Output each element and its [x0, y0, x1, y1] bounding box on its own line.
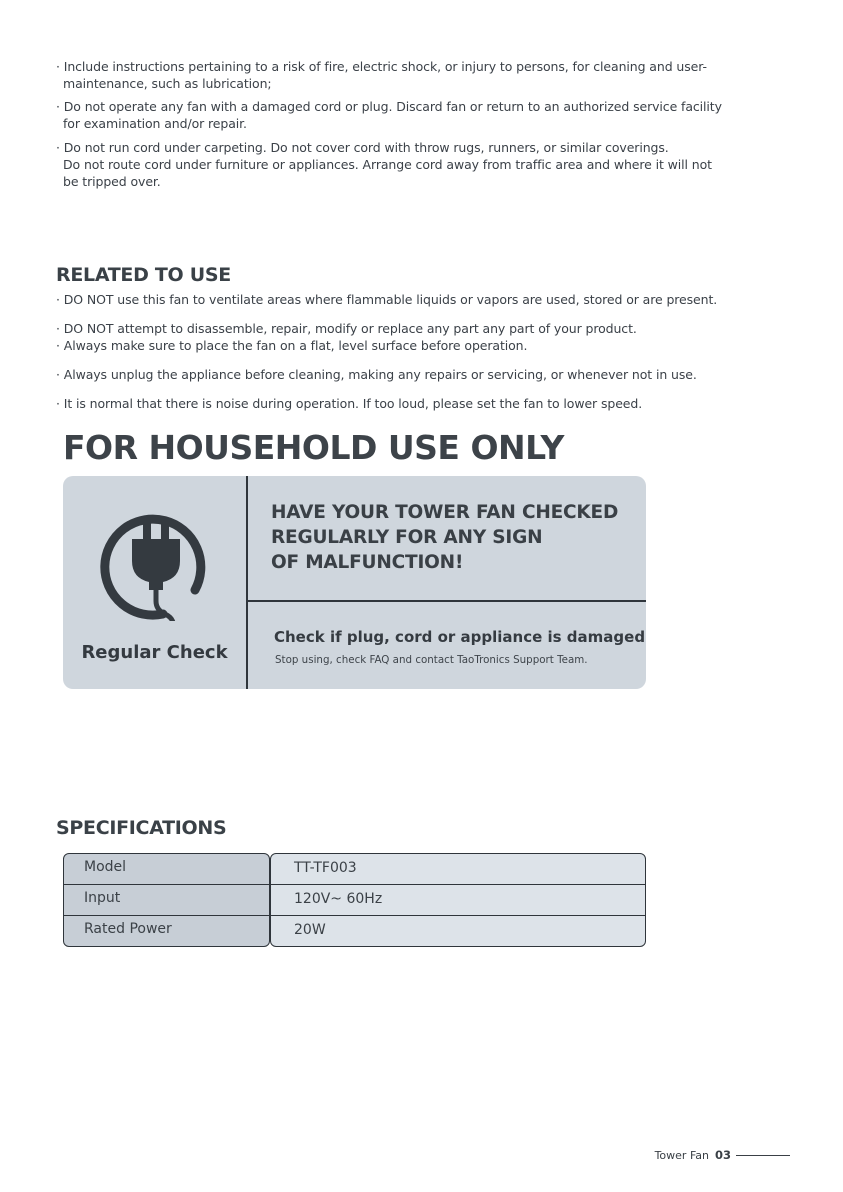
footer-rule: [736, 1155, 790, 1156]
bullet-cord-routing: [56, 139, 736, 190]
warning-line: HAVE YOUR TOWER FAN CHECKED: [271, 502, 619, 523]
bullet-line: maintenance, such as lubrication;: [63, 76, 272, 91]
table-row: [63, 853, 646, 884]
regular-check-label: Regular Check: [81, 642, 228, 663]
related-bullet: [56, 395, 736, 412]
page-number: 03: [714, 1148, 731, 1162]
spec-key: Input: [84, 890, 121, 906]
check-title: Check if plug, cord or appliance is damaged: [274, 628, 646, 646]
related-bullet: [56, 320, 736, 337]
page-footer: [655, 1148, 790, 1162]
related-bullet: [56, 337, 736, 354]
check-subtitle: Stop using, check FAQ and contact TaoTronics Support Team.: [275, 654, 588, 666]
bullet-line: be tripped over.: [63, 174, 161, 189]
spec-value: TT-TF003: [294, 860, 357, 876]
bullet-line: · Do not run cord under carpeting. Do not cover cord with throw rugs, runners, or similar coverings.: [56, 140, 669, 155]
spec-key: Rated Power: [84, 921, 172, 937]
warning-line: REGULARLY FOR ANY SIGN: [271, 527, 543, 548]
bullet-line: · Always make sure to place the fan on a flat, level surface before operation.: [56, 338, 528, 353]
bullet-line: Do not route cord under furniture or appliances. Arrange cord away from traffic area and where it will not: [63, 157, 712, 172]
footer-label: Tower Fan: [654, 1148, 709, 1162]
related-bullet: [56, 291, 736, 308]
specifications-table: [63, 853, 646, 947]
related-heading: RELATED TO USE: [56, 264, 231, 286]
bullet-line: · DO NOT use this fan to ventilate areas where flammable liquids or vapors are used, stored or are present.: [56, 292, 718, 307]
malfunction-warning: [271, 500, 618, 575]
spec-key: Model: [84, 859, 127, 875]
household-heading: FOR HOUSEHOLD USE ONLY: [63, 428, 564, 467]
bullet-cleaning: [56, 58, 736, 92]
regular-check-panel: [63, 476, 646, 689]
table-row: [63, 915, 646, 946]
specifications-heading: SPECIFICATIONS: [56, 817, 227, 839]
bullet-line: · Include instructions pertaining to a risk of fire, electric shock, or injury to persons, for cleaning and user-: [56, 59, 707, 74]
bullet-line: · DO NOT attempt to disassemble, repair, modify or replace any part any part of your product.: [56, 321, 637, 336]
table-row: [63, 884, 646, 915]
bullet-line: for examination and/or repair.: [63, 116, 247, 131]
panel-divider-vertical: [246, 476, 248, 689]
bullet-line: · Always unplug the appliance before cleaning, making any repairs or servicing, or whenever not in use.: [56, 367, 697, 382]
related-bullet: [56, 366, 736, 383]
spec-value: 20W: [294, 922, 326, 938]
bullet-line: · Do not operate any fan with a damaged cord or plug. Discard fan or return to an authorized service facility: [56, 99, 722, 114]
spec-value: 120V~ 60Hz: [294, 891, 383, 907]
bullet-damaged-cord: [56, 98, 736, 132]
panel-divider-horizontal: [248, 600, 646, 602]
warning-line: OF MALFUNCTION!: [271, 552, 464, 573]
plug-icon: [99, 506, 214, 621]
bullet-line: · It is normal that there is noise during operation. If too loud, please set the fan to lower speed.: [56, 396, 643, 411]
